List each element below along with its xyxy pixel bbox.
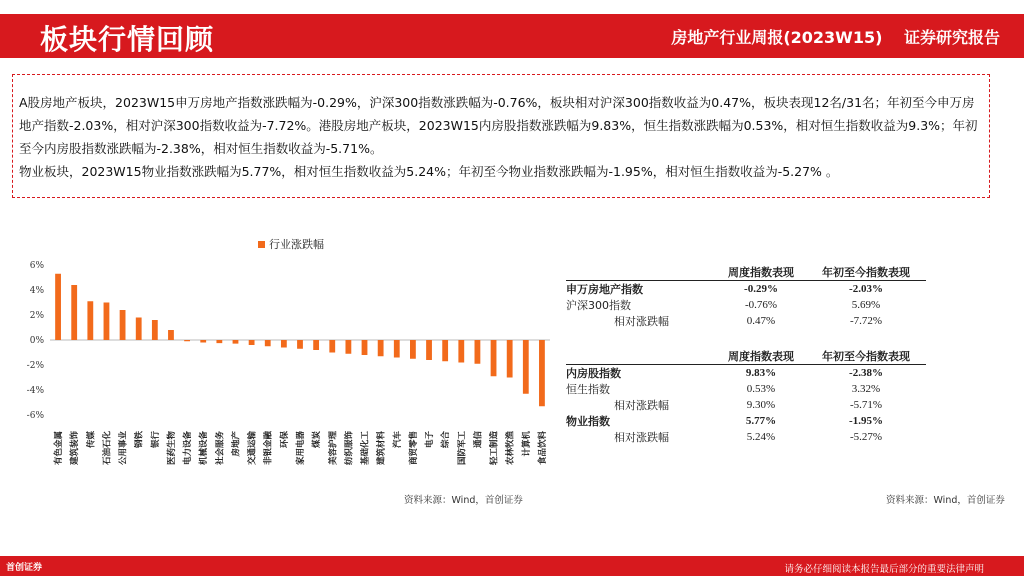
x-tick-label: 轻工制造 [489,431,500,466]
x-tick-label: 通信 [473,431,484,449]
bar [184,340,190,341]
x-tick-label: 石油石化 [102,431,113,466]
row-value: 5.24% [746,431,776,443]
bar [55,274,61,340]
x-tick-label: 公用事业 [118,431,129,466]
row-value: 3.32% [851,383,881,395]
row-label: 相对涨跌幅 [614,431,669,444]
bar-chart [20,255,560,475]
bar [200,340,206,343]
row-value: -2.03% [849,283,883,295]
y-tick-label: 6% [29,261,44,271]
bar [281,340,287,348]
row-value: -5.27% [849,431,883,443]
table-header-row [566,348,926,365]
bar [345,340,351,354]
table-hk-index [566,348,926,445]
bar [233,340,239,344]
row-label: 内房股指数 [566,367,621,380]
bar [313,340,319,350]
bar [539,340,545,406]
bar [249,340,255,345]
table-header-cell: 周度指数表现 [716,348,806,365]
table-row [566,313,926,329]
bar [362,340,368,355]
y-tick-label: 4% [29,286,44,296]
table-header-cell: 年初至今指数表现 [806,348,926,365]
x-tick-label: 综合 [441,431,452,449]
bar [523,340,529,394]
x-tick-label: 家用电器 [296,431,306,466]
bar [442,340,448,361]
table-row [566,365,926,382]
table-row [566,397,926,413]
table-row [566,381,926,397]
table-header-cell [566,348,716,365]
bar [71,285,77,340]
bar [168,330,174,340]
row-label: 物业指数 [566,415,610,428]
x-tick-label: 农林牧渔 [505,431,516,466]
table-header-cell: 年初至今指数表现 [806,264,926,281]
y-tick-label: -2% [26,361,44,371]
y-tick-label: -6% [26,411,44,421]
index-table-1 [566,264,926,329]
x-tick-label: 交通运输 [247,431,258,466]
row-value: 0.47% [746,315,776,327]
row-value: -0.76% [744,299,778,311]
bar [216,340,222,343]
x-tick-label: 煤炭 [312,431,323,449]
row-value: 5.69% [851,299,881,311]
row-label: 相对涨跌幅 [614,399,669,412]
report-name: 房地产行业周报(2023W15) [671,28,883,47]
bar [152,320,158,340]
row-value: 9.30% [746,399,776,411]
index-table-2 [566,348,926,445]
y-tick-label: 0% [29,336,44,346]
x-tick-label: 国防军工 [457,431,468,466]
x-tick-label: 汽车 [392,431,403,449]
row-value: 9.83% [745,367,777,379]
row-value: -1.95% [849,415,883,427]
x-tick-label: 美容护理 [328,431,339,466]
table-sw-index [566,264,926,329]
x-tick-label: 非银金融 [263,431,274,466]
table-source: 资料来源：Wind，首创证券 [886,495,1005,506]
x-tick-label: 医药生物 [166,431,177,466]
row-label: 申万房地产指数 [566,283,643,296]
x-tick-label: 建筑装饰 [70,431,81,466]
x-tick-label: 食品饮料 [537,431,548,466]
x-tick-label: 房地产 [231,431,242,457]
bar [458,340,464,363]
report-title [671,25,1000,48]
legend-label: 行业涨跌幅 [269,238,324,251]
bar [410,340,416,359]
row-label: 恒生指数 [566,383,610,396]
row-value: -5.71% [849,399,883,411]
row-value: 5.77% [745,415,777,427]
x-tick-label: 电子 [425,431,436,449]
footer-logo: 首创证券 [6,563,43,573]
row-label: 相对涨跌幅 [614,315,669,328]
table-row [566,297,926,313]
table-header-cell: 周度指数表现 [716,264,806,281]
report-type: 证券研究报告 [903,28,1000,47]
footer-disclaimer: 请务必仔细阅读本报告最后部分的重要法律声明 [784,564,984,575]
bar [507,340,513,378]
table-row [566,413,926,429]
bar [104,303,110,341]
x-tick-label: 环保 [279,431,290,449]
row-label: 沪深300指数 [566,299,631,312]
y-tick-label: -4% [26,386,44,396]
row-value: 0.53% [746,383,776,395]
y-tick-label: 2% [29,311,44,321]
header-bar [0,14,1024,58]
bar [120,310,126,340]
x-tick-label: 有色金属 [54,431,65,466]
row-value: -7.72% [849,315,883,327]
bar [475,340,481,364]
x-tick-label: 基础化工 [360,431,371,466]
chart-source: 资料来源：Wind，首创证券 [404,495,523,506]
table-row [566,281,926,298]
bar [329,340,335,353]
bar [491,340,497,376]
x-tick-label: 纺织服饰 [344,431,355,466]
bar [378,340,384,356]
x-tick-label: 电力设备 [183,431,194,466]
x-tick-label: 传媒 [86,431,97,449]
bar [87,301,93,340]
bar [265,340,271,346]
chart-legend [258,236,324,252]
table-header-cell [566,264,716,281]
row-value: -2.38% [849,367,883,379]
bar [426,340,432,360]
legend-swatch [258,241,265,248]
summary-box [12,74,990,198]
table-header-row [566,264,926,281]
page-title: 板块行情回顾 [40,23,215,56]
x-tick-label: 社会服务 [215,431,226,466]
bar [136,318,142,341]
summary-paragraph-2: 物业板块，2023W15物业指数涨跌幅为5.77%，相对恒生指数收益为5.24%；年初至今物业指数涨跌幅为-1.95%，相对恒生指数收益为-5.27% 。 [19,164,839,179]
x-tick-label: 建筑材料 [376,431,387,466]
x-tick-label: 银行 [150,431,161,449]
x-tick-label: 钢铁 [134,431,145,449]
bar [297,340,303,349]
x-tick-label: 计算机 [521,431,532,457]
bar [394,340,400,358]
x-tick-label: 商贸零售 [408,431,419,466]
summary-paragraph-1: A股房地产板块，2023W15申万房地产指数涨跌幅为-0.29%，沪深300指数涨跌幅为-0.76%，板块相对沪深300指数收益为0.47%，板块表现12名/31名；年初至今申万房地产指数-2.03%，相对沪深300指数收益为-7.72%。港股房地产板块，2023W15内房股指数涨跌幅为9.83%，恒生指数涨跌幅为0.53%，相对恒生指数收益为9.3%；年初至今内房股指数涨跌幅为-2.38%，相对恒生指数收益为-5.71%。 [19,95,978,156]
x-tick-label: 机械设备 [199,431,210,466]
row-value: -0.29% [744,283,778,295]
table-row [566,429,926,445]
